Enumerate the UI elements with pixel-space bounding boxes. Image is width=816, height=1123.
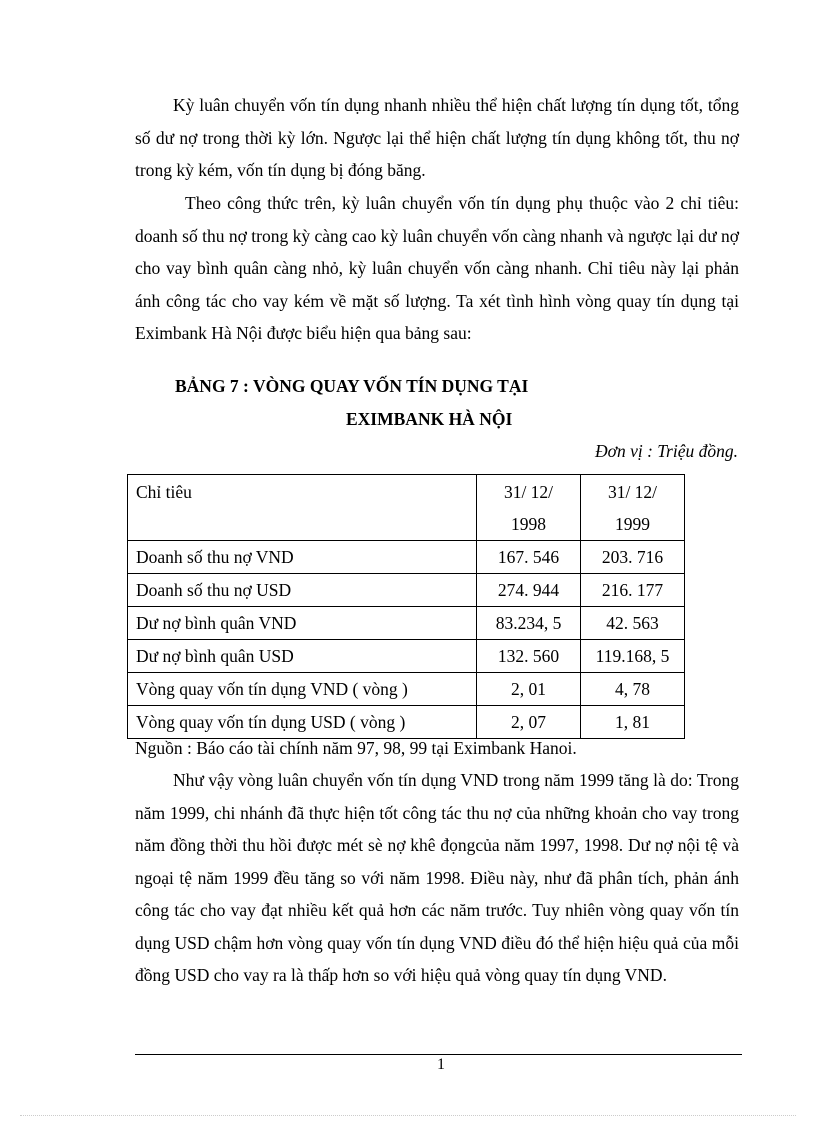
- table-unit-note: Đơn vị : Triệu đồng.: [594, 441, 738, 461]
- table-row: [128, 673, 685, 706]
- row-value-1999: 203. 716: [581, 541, 685, 574]
- page-number: 1: [437, 1056, 445, 1073]
- table-row: [128, 541, 685, 574]
- row-value-1999: 4, 78: [581, 673, 685, 706]
- row-value-1998: 83.234, 5: [477, 607, 581, 640]
- row-value-1999: 216. 177: [581, 574, 685, 607]
- header-col-1999: [581, 475, 685, 541]
- row-label: Dư nợ bình quân VND: [128, 607, 477, 640]
- header-col-1998-line-1: 31/ 12/: [503, 482, 554, 502]
- row-label: Dư nợ bình quân USD: [128, 640, 477, 673]
- paragraph-intro: Kỳ luân chuyển vốn tín dụng nhanh nhiều thể hiện chất lượng tín dụng tốt, tổng số dư nợ trong thời kỳ lớn. Ngược lại thể hiện chất lượng tín dụng không tốt, thu nợ trong kỳ kém, vốn tín dụng bị đóng băng.: [135, 95, 739, 180]
- row-label: Doanh số thu nợ VND: [128, 541, 477, 574]
- row-value-1999: 1, 81: [581, 706, 685, 739]
- row-value-1998: 2, 07: [477, 706, 581, 739]
- footer-divider: [135, 1054, 742, 1055]
- row-value-1998: 132. 560: [477, 640, 581, 673]
- table-header-row: [128, 475, 685, 541]
- paragraph-formula: Theo công thức trên, kỳ luân chuyển vốn tín dụng phụ thuộc vào 2 chỉ tiêu: doanh số thu nợ trong kỳ càng cao kỳ luân chuyển vốn càng nhanh và ngược lại dư nợ cho vay bình quân càng nhỏ, kỳ luân chuyển vốn càng nhanh. Chỉ tiêu này lại phản ánh công tác cho vay kém về mặt số lượng. Ta xét tình hình vòng quay tín dụng tại Eximbank Hà Nội được biểu hiện qua bảng sau:: [135, 193, 739, 343]
- header-col-1998: [477, 475, 581, 541]
- table-source-note: Nguồn : Báo cáo tài chính năm 97, 98, 99 tại Eximbank Hanoi.: [135, 738, 577, 758]
- row-label: Doanh số thu nợ USD: [128, 574, 477, 607]
- row-value-1999: 42. 563: [581, 607, 685, 640]
- header-col-1998-line-2: 1998: [511, 514, 546, 534]
- table-title-line-1: BẢNG 7 : VÒNG QUAY VỐN TÍN DỤNG TẠI: [175, 376, 529, 396]
- credit-turnover-table: [127, 474, 685, 739]
- row-value-1998: 2, 01: [477, 673, 581, 706]
- table-title-line-2: EXIMBANK HÀ NỘI: [346, 409, 513, 429]
- paragraph-analysis: Như vậy vòng luân chuyển vốn tín dụng VND trong năm 1999 tăng là do: Trong năm 1999, chi nhánh đã thực hiện tốt công tác thu nợ của những khoản cho vay trong năm đồng thời thu hồi được mét sè nợ khê đọngcủa năm 1997, 1998. Dư nợ nội tệ và ngoại tệ năm 1999 đều tăng so với năm 1998. Điều này, như đã phân tích, phản ánh công tác cho vay đạt nhiều kết quả hơn các năm trước. Tuy nhiên vòng quay vốn tín dụng USD chậm hơn vòng quay vốn tín dụng VND điều đó thể hiện hiệu quả của mỗi đồng USD cho vay ra là thấp hơn so với hiệu quả vòng quay tín dụng VND.: [135, 770, 739, 985]
- header-col-1999-line-1: 31/ 12/: [607, 482, 658, 502]
- row-value-1999: 119.168, 5: [581, 640, 685, 673]
- table-row: [128, 607, 685, 640]
- row-label: Vòng quay vốn tín dụng VND ( vòng ): [128, 673, 477, 706]
- header-col-1999-line-2: 1999: [615, 514, 650, 534]
- header-indicator: Chỉ tiêu: [128, 475, 477, 541]
- row-value-1998: 274. 944: [477, 574, 581, 607]
- table-row: [128, 640, 685, 673]
- table-row: [128, 574, 685, 607]
- table-row: [128, 706, 685, 739]
- row-label: Vòng quay vốn tín dụng USD ( vòng ): [128, 706, 477, 739]
- page-bottom-edge: [20, 1115, 796, 1116]
- row-value-1998: 167. 546: [477, 541, 581, 574]
